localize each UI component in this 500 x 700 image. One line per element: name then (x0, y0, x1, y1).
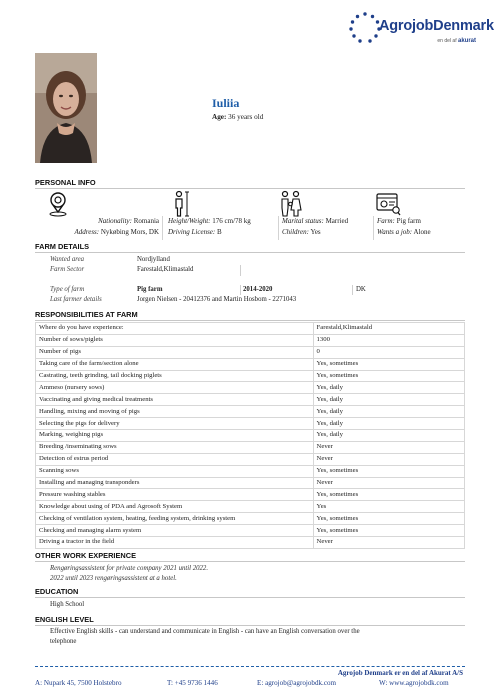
responsibility-answer: Farestald,Klimastald (313, 323, 464, 335)
table-row (36, 394, 465, 406)
responsibility-question: Ammeso (nursery sows) (36, 382, 314, 394)
responsibility-question: Knowledge about using of PDA and Agrosoft System (36, 501, 314, 513)
type-of-farm-label: Type of farm (50, 286, 85, 293)
wanted-area-value: Nordjylland (137, 256, 170, 263)
responsibility-answer: Never (313, 441, 464, 453)
education-value: High School (50, 601, 85, 608)
english-level-title: ENGLISH LEVEL (35, 615, 94, 624)
location-pin-icon (47, 190, 69, 218)
personal-info-title: PERSONAL INFO (35, 178, 96, 187)
table-row (36, 334, 465, 346)
footer-company: Agrojob Denmark er en del af Akurat A/S (337, 669, 463, 677)
responsibility-answer: Yes, daily (313, 418, 464, 430)
responsibility-answer: Never (313, 453, 464, 465)
responsibility-question: Checking of ventilation system, heating, feeding system, drinking system (36, 513, 314, 525)
personal-info-col-nationality: Nationality: Romania Address: Nykøbing Mors, DK (35, 216, 163, 240)
responsibility-question: Castrating, teeth grinding, tail docking piglets (36, 370, 314, 382)
divider (35, 625, 465, 626)
last-farmer-details-label: Last farmer details (50, 296, 102, 303)
table-row (36, 418, 465, 430)
logo-subtitle: en del af akurat (437, 38, 476, 44)
candidate-age: Age: 36 years old (212, 113, 264, 121)
responsibility-answer: Yes, daily (313, 430, 464, 442)
responsibility-answer: 1300 (313, 334, 464, 346)
responsibility-answer: Yes, sometimes (313, 358, 464, 370)
farm-job-icon (375, 190, 401, 218)
responsibility-question: Selecting the pigs for delivery (36, 418, 314, 430)
table-row (36, 465, 465, 477)
responsibility-answer: Yes (313, 501, 464, 513)
table-row (36, 525, 465, 537)
english-level-line-2: telephone (50, 638, 77, 645)
responsibility-answer: 0 (313, 346, 464, 358)
responsibility-question: Installing and managing transponders (36, 477, 314, 489)
responsibility-answer: Yes, daily (313, 406, 464, 418)
stars-ring-icon (347, 10, 383, 46)
table-row (36, 346, 465, 358)
footer-phone: T: +45 9736 1446 (167, 679, 218, 687)
candidate-name: Iuliia (212, 96, 240, 110)
responsibility-question: Number of pigs (36, 346, 314, 358)
table-row (36, 513, 465, 525)
personal-info-grid (35, 216, 465, 240)
personal-info-col-marital: Marital status: Married Children: Yes (280, 216, 374, 240)
responsibility-answer: Yes, sometimes (313, 370, 464, 382)
footer-address: A: Nupark 45, 7500 Holstebro (35, 679, 122, 687)
wanted-area-label: Wanted area (50, 256, 85, 263)
responsibility-answer: Yes, daily (313, 394, 464, 406)
footer-email-link[interactable]: E: agrojob@agrojobdk.com (257, 679, 337, 687)
personal-info-col-height: Height/Weight: 176 cm/78 kg Driving License: B (166, 216, 279, 240)
responsibility-question: Pressure washing stables (36, 489, 314, 501)
table-row (36, 501, 465, 513)
responsibility-answer: Never (313, 477, 464, 489)
divider (35, 188, 465, 189)
divider (35, 561, 465, 562)
company-logo (347, 10, 494, 50)
table-row (36, 382, 465, 394)
responsibility-question: Checking and managing alarm system (36, 525, 314, 537)
table-row (36, 453, 465, 465)
farm-sector-value: Farestald,Klimastald (137, 266, 194, 273)
education-title: EDUCATION (35, 587, 79, 596)
responsibility-question: Detection of estrus period (36, 453, 314, 465)
responsibility-question: Number of sows/piglets (36, 334, 314, 346)
farm-details-title: FARM DETAILS (35, 242, 90, 251)
divider (240, 265, 241, 276)
responsibilities-table (35, 322, 465, 549)
responsibility-answer: Never (313, 537, 464, 549)
personal-info-col-farm: Farm: Pig farm Wants a job: Alone (377, 217, 431, 236)
table-row (36, 323, 465, 335)
responsibility-question: Scanning sows (36, 465, 314, 477)
responsibility-question: Taking care of the farm/section alone (36, 358, 314, 370)
responsibility-question: Handling, mixing and moving of pigs (36, 406, 314, 418)
responsibility-question: Breeding /inseminating sows (36, 441, 314, 453)
table-row (36, 406, 465, 418)
table-row (36, 441, 465, 453)
divider (35, 252, 465, 253)
divider (352, 285, 353, 295)
responsibilities-title: RESPONSIBILITIES AT FARM (35, 310, 138, 319)
type-of-farm-value: Pig farm (137, 286, 163, 293)
table-row (36, 358, 465, 370)
type-of-farm-years: 2014-2020 (243, 286, 273, 293)
divider (35, 597, 465, 598)
other-work-line-2: 2022 until 2023 rengøringsassistent at a hotel. (50, 575, 177, 582)
farm-sector-label: Farm Sector (50, 266, 85, 273)
person-height-icon (171, 190, 193, 218)
footer-divider (35, 666, 465, 667)
english-level-line-1: Effective English skills - can understand and communicate in English - can have an English conversation over the (50, 628, 360, 635)
table-row (36, 430, 465, 442)
table-row (36, 537, 465, 549)
responsibility-question: Driving a tractor in the field (36, 537, 314, 549)
table-row (36, 370, 465, 382)
responsibility-answer: Yes, sometimes (313, 465, 464, 477)
table-row (36, 489, 465, 501)
table-row (36, 477, 465, 489)
responsibility-answer: Yes, sometimes (313, 525, 464, 537)
logo-brand-text: AgrojobDenmark (379, 18, 494, 34)
other-work-line-1: Rengøringsassistent for private company 2021 until 2022. (50, 565, 209, 572)
responsibility-answer: Yes, sometimes (313, 513, 464, 525)
divider (35, 320, 465, 321)
type-of-farm-country: DK (356, 286, 366, 293)
responsibility-question: Where do you have experience: (36, 323, 314, 335)
candidate-photo (35, 53, 97, 163)
responsibility-question: Vaccinating and giving medical treatments (36, 394, 314, 406)
family-icon (279, 190, 303, 218)
divider (240, 285, 241, 295)
footer-web-link[interactable]: W: www.agrojobdk.com (379, 679, 449, 687)
other-work-title: OTHER WORK EXPERIENCE (35, 551, 137, 560)
responsibility-question: Marking, weighing pigs (36, 430, 314, 442)
responsibility-answer: Yes, sometimes (313, 489, 464, 501)
last-farmer-details-value: Jorgen Nielsen - 20412376 and Martin Hosbom - 2271043 (137, 296, 297, 303)
responsibility-answer: Yes, daily (313, 382, 464, 394)
